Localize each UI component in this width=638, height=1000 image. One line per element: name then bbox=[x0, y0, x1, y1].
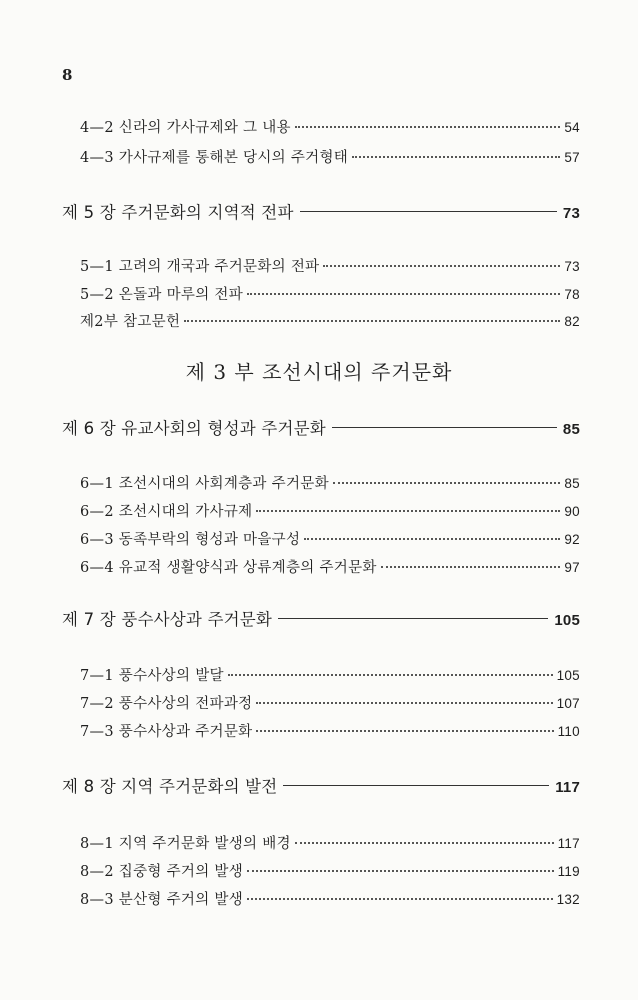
toc-entry-8-1[interactable] bbox=[80, 832, 580, 853]
chapter-title: 제 5 장 주거문화의 지역적 전파 bbox=[62, 203, 294, 222]
entry-title: 7—2 풍수사상의 전파과정 bbox=[80, 696, 253, 712]
entry-page: 117 bbox=[557, 836, 580, 851]
entry-page: 82 bbox=[564, 314, 580, 329]
entry-title: 7—3 풍수사상과 주거문화 bbox=[80, 724, 253, 740]
chapter-page: 73 bbox=[562, 205, 580, 222]
dot-leader bbox=[352, 156, 560, 158]
entry-title: 6—4 유교적 생활양식과 상류계층의 주거문화 bbox=[80, 560, 377, 576]
toc-entry-4-2[interactable] bbox=[80, 116, 580, 137]
dot-leader bbox=[333, 482, 561, 484]
dot-leader bbox=[256, 510, 560, 512]
entry-title: 8—3 분산형 주거의 발생 bbox=[80, 892, 244, 908]
entry-page: 97 bbox=[564, 560, 580, 575]
entry-page: 57 bbox=[564, 150, 580, 165]
entry-title: 6—3 동족부락의 형성과 마을구성 bbox=[80, 532, 301, 548]
entry-page: 85 bbox=[564, 476, 580, 491]
entry-page: 119 bbox=[557, 864, 580, 879]
entry-title: 4—2 신라의 가사규제와 그 내용 bbox=[80, 120, 291, 136]
entry-page: 110 bbox=[557, 724, 580, 739]
toc-chapter-8[interactable] bbox=[62, 773, 580, 797]
page-number: 8 bbox=[62, 66, 73, 84]
entry-title: 8—1 지역 주거문화 발생의 배경 bbox=[80, 836, 291, 852]
dot-leader bbox=[247, 870, 554, 872]
chapter-title: 제 8 장 지역 주거문화의 발전 bbox=[62, 777, 278, 796]
solid-leader bbox=[278, 618, 548, 619]
toc-entry-5-2[interactable] bbox=[80, 283, 580, 304]
toc-entry-7-2[interactable] bbox=[80, 692, 580, 713]
solid-leader bbox=[283, 785, 549, 786]
toc-entry-7-3[interactable] bbox=[80, 720, 580, 741]
toc-entry-5-1[interactable] bbox=[80, 255, 580, 276]
entry-title: 6—1 조선시대의 사회계층과 주거문화 bbox=[80, 476, 329, 492]
dot-leader bbox=[184, 320, 560, 322]
entry-page: 105 bbox=[556, 668, 580, 683]
entry-title: 4—3 가사규제를 통해본 당시의 주거형태 bbox=[80, 150, 349, 166]
entry-page: 78 bbox=[564, 287, 580, 302]
dot-leader bbox=[247, 898, 553, 900]
solid-leader bbox=[332, 427, 557, 428]
dot-leader bbox=[256, 702, 552, 704]
toc-entry-6-4[interactable] bbox=[80, 556, 580, 577]
dot-leader bbox=[247, 293, 560, 295]
entry-title: 6—2 조선시대의 가사규제 bbox=[80, 504, 253, 520]
toc-entry-6-1[interactable] bbox=[80, 472, 580, 493]
toc-entry-4-3[interactable] bbox=[80, 146, 580, 167]
chapter-page: 105 bbox=[554, 612, 580, 629]
dot-leader bbox=[295, 126, 561, 128]
toc-chapter-6[interactable] bbox=[62, 415, 580, 439]
entry-page: 54 bbox=[564, 120, 580, 135]
entry-title: 8—2 집중형 주거의 발생 bbox=[80, 864, 244, 880]
entry-page: 73 bbox=[564, 259, 580, 274]
dot-leader bbox=[381, 566, 561, 568]
chapter-page: 85 bbox=[562, 421, 580, 438]
entry-page: 132 bbox=[556, 892, 580, 907]
dot-leader bbox=[323, 265, 560, 267]
toc-chapter-7[interactable] bbox=[62, 606, 580, 630]
dot-leader bbox=[295, 842, 554, 844]
toc-entry-8-2[interactable] bbox=[80, 860, 580, 881]
toc-entry-6-3[interactable] bbox=[80, 528, 580, 549]
entry-title: 제2부 참고문헌 bbox=[80, 314, 181, 330]
entry-title: 5—1 고려의 개국과 주거문화의 전파 bbox=[80, 259, 320, 275]
chapter-title: 제 6 장 유교사회의 형성과 주거문화 bbox=[62, 419, 326, 438]
entry-page: 90 bbox=[564, 504, 580, 519]
toc-entry-8-3[interactable] bbox=[80, 888, 580, 909]
toc-entry-6-2[interactable] bbox=[80, 500, 580, 521]
part-title: 제 3 부 조선시대의 주거문화 bbox=[185, 360, 453, 384]
solid-leader bbox=[300, 211, 557, 212]
dot-leader bbox=[304, 538, 560, 540]
entry-page: 92 bbox=[564, 532, 580, 547]
toc-chapter-5[interactable] bbox=[62, 199, 580, 223]
toc-entry-7-1[interactable] bbox=[80, 664, 580, 685]
dot-leader bbox=[228, 674, 553, 676]
chapter-page: 117 bbox=[555, 779, 580, 796]
entry-title: 5—2 온돌과 마루의 전파 bbox=[80, 287, 244, 303]
chapter-title: 제 7 장 풍수사상과 주거문화 bbox=[62, 610, 273, 629]
toc-entry-references[interactable] bbox=[80, 310, 580, 331]
entry-title: 7—1 풍수사상의 발달 bbox=[80, 668, 224, 684]
entry-page: 107 bbox=[556, 696, 580, 711]
dot-leader bbox=[256, 730, 553, 732]
